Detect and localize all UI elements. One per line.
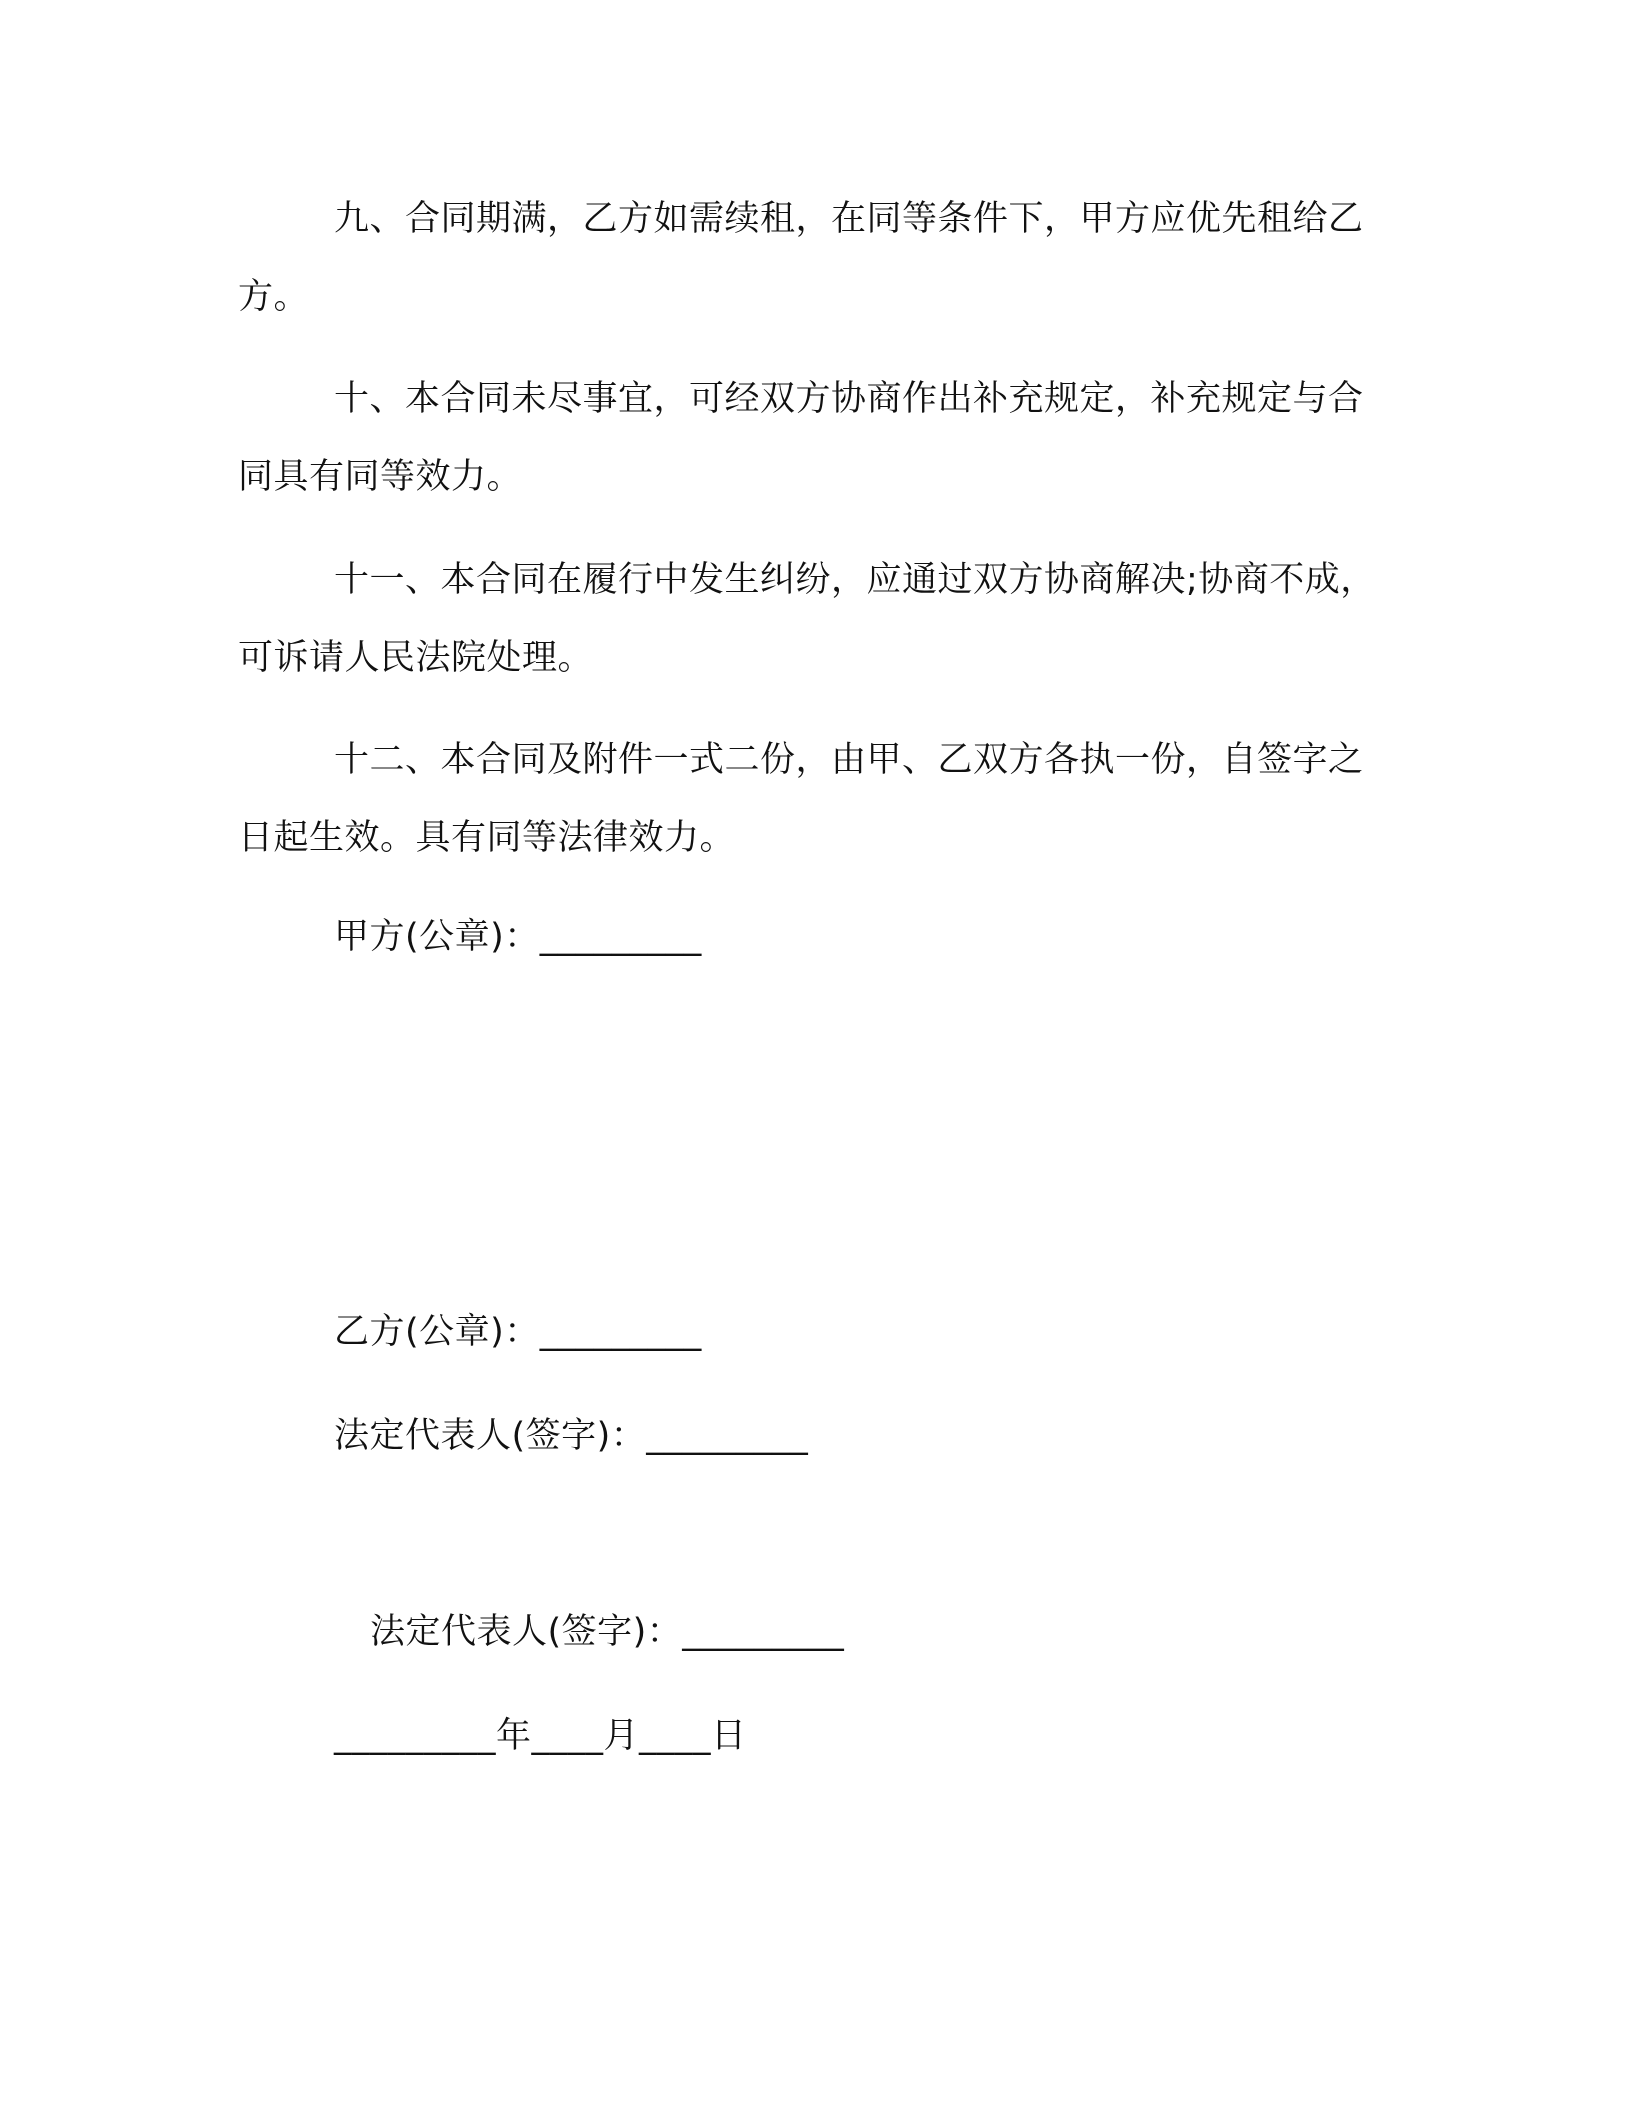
clause-12: 十二、本合同及附件一式二份，由甲、乙双方各执一份，自签字之日起生效。具有同等法律效力。 [238,740,1364,858]
party-a-seal-line: 甲方(公章)：_________ [334,917,702,957]
legal-rep-signature-line-1: 法定代表人(签字)：_________ [334,1416,809,1456]
legal-rep-signature-line-2: 法定代表人(签字)：_________ [370,1612,845,1652]
clause-10: 十、本合同未尽事宜，可经双方协商作出补充规定，补充规定与合同具有同等效力。 [238,379,1364,497]
date-line: _________年____月____日 [334,1716,747,1756]
party-b-seal-line: 乙方(公章)：_________ [334,1312,702,1352]
clause-9: 九、合同期满，乙方如需续租，在同等条件下，甲方应优先租给乙方。 [238,199,1364,317]
clause-11: 十一、本合同在履行中发生纠纷，应通过双方协商解决;协商不成，可诉请人民法院处理。 [238,560,1376,678]
